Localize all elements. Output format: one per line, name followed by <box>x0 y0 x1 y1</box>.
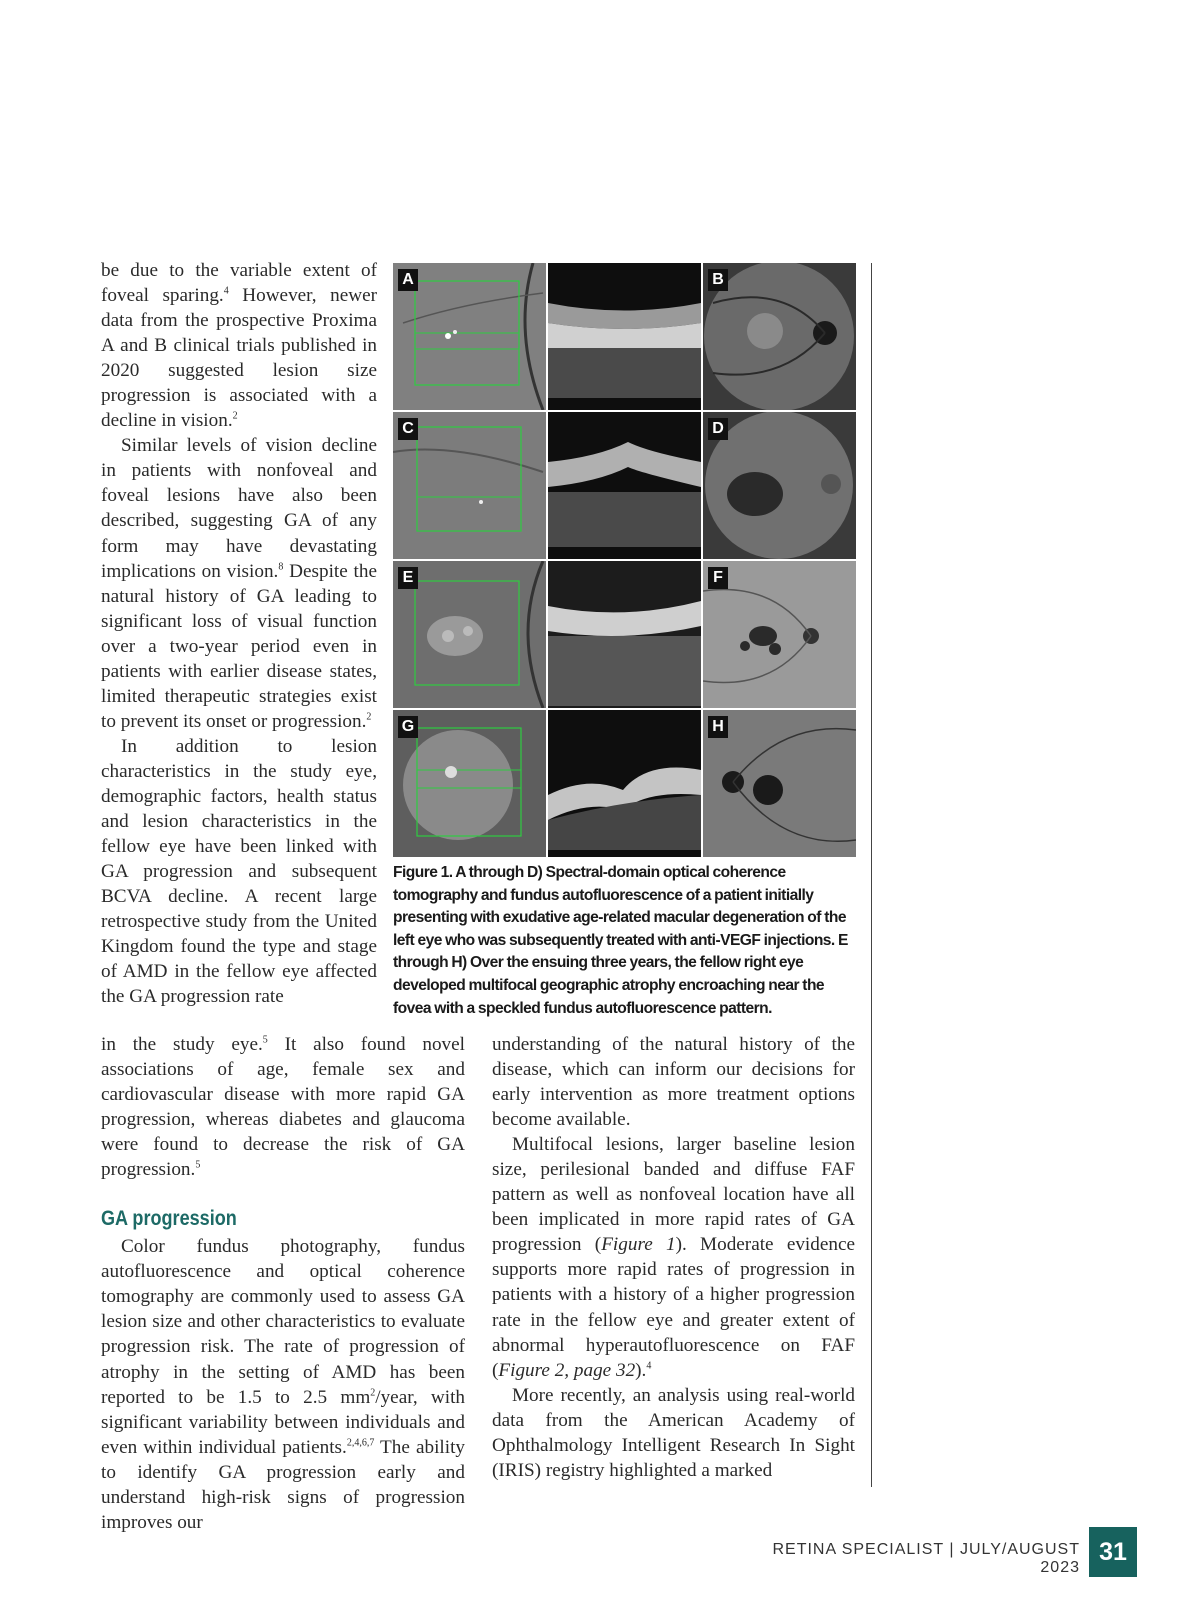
figure-panel-h-faf <box>703 710 856 857</box>
figure-reference: Figure 2, page 32 <box>498 1359 636 1381</box>
figure-panel-c-fundus <box>393 412 546 559</box>
panel-label: G <box>398 716 418 738</box>
paragraph: Color fundus photography, fundus autofluorescence and optical coherence tomography are commonly used to assess GA lesion size and other characteristics to evaluate progression risk. The rate of progression of atrophy in the setting of AMD has been reported to be 1.5 to 2.5 $mm^2$/year, with significant variability between individuals and even within individual patients.$^{2,4,6,7}$ The ability to identify GA progression early and understand high-risk signs of progression improves our <box>101 1236 465 1533</box>
panel-label: C <box>398 418 418 440</box>
figure-panel-g-oct <box>548 710 701 857</box>
running-footer: RETINA SPECIALIST | JULY/AUGUST 2023 <box>772 1541 1080 1576</box>
column-divider <box>871 263 872 1487</box>
section-heading: GA progression <box>101 1207 237 1231</box>
paragraph: In addition to lesion characteristics in the study eye, demographic factors, health status and lesion characteristics in the fellow eye have been linked with GA progression and subsequent BCVA decline. A recent large retrospective study from the United Kingdom found the type and stage of AMD in the fellow eye affected the GA progression rate <box>101 735 377 1008</box>
paragraph: More recently, an analysis using real-world data from the American Academy of Ophthalmology Intelligent Research In Sight (IRIS) registry highlighted a marked <box>492 1384 855 1481</box>
figure-panel-b-faf <box>703 263 856 410</box>
paragraph: understanding of the natural history of the disease, which can inform our decisions for early intervention as more treatment options become available. <box>492 1034 855 1131</box>
paragraph: in the study eye.$^5$ It also found novel associations of age, female sex and cardiovascular disease with more rapid GA progression, whereas diabetes and glaucoma were found to decrease the risk of GA progression.$^5$ <box>101 1034 465 1181</box>
panel-label: D <box>708 418 728 440</box>
figure-panel-e-oct <box>548 561 701 708</box>
figure-caption: Figure 1. A through D) Spectral-domain optical coherence tomography and fundus autofluorescence of a patient initially presenting with exudative age-related macular degeneration of the left eye who was subsequently treated with anti-VEGF injections. E through H) Over the ensuing three years, the fellow right eye developed multifocal geographic atrophy encroaching near the fovea with a speckled fundus autofluorescence pattern. <box>393 864 848 1017</box>
figure-panel-d-faf <box>703 412 856 559</box>
paragraph: Similar levels of vision decline in patients with nonfoveal and foveal lesions have also been described, suggesting GA of any form may have devastating implications on vision.$^8$ Despite the natural history of GA leading to significant loss of visual function over a two-year period even in patients with earlier disease states, limited therapeutic strategies exist to prevent its onset or progression.$^2$ <box>101 435 377 732</box>
figure-panel-a-fundus <box>393 263 546 410</box>
figure-panel-g-fundus <box>393 710 546 857</box>
panel-label: F <box>708 567 728 589</box>
figure-panel-e-fundus <box>393 561 546 708</box>
figure-reference: Figure 1 <box>601 1234 676 1256</box>
figure-panel-c-oct <box>548 412 701 559</box>
column-2 <box>101 1032 465 1535</box>
page-number: 31 <box>1089 1527 1137 1577</box>
figure-1 <box>393 263 857 863</box>
panel-label: A <box>398 269 418 291</box>
panel-label: B <box>708 269 728 291</box>
figure-panel-a-oct <box>548 263 701 410</box>
column-3 <box>492 1032 855 1483</box>
figure-panel-f-faf <box>703 561 856 708</box>
panel-label: E <box>398 567 418 589</box>
panel-label: H <box>708 716 728 738</box>
column-1 <box>101 258 377 1009</box>
paragraph: Multifocal lesions, larger baseline lesion size, perilesional banded and diffuse FAF pattern as well as nonfoveal location have all been implicated in more rapid rates of GA progression (Figure 1). Moderate evidence supports more rapid rates of progression in patients with a history of a higher progression rate in the fellow eye and greater extent of abnormal hyperautofluorescence on FAF (Figure 2, page 32).$^4$ <box>492 1134 855 1381</box>
paragraph: be due to the variable extent of foveal sparing.$^4$ However, newer data from the prospective Proxima A and B clinical trials published in 2020 suggested lesion size progression is associated with a decline in vision.$^2$ <box>101 260 377 432</box>
